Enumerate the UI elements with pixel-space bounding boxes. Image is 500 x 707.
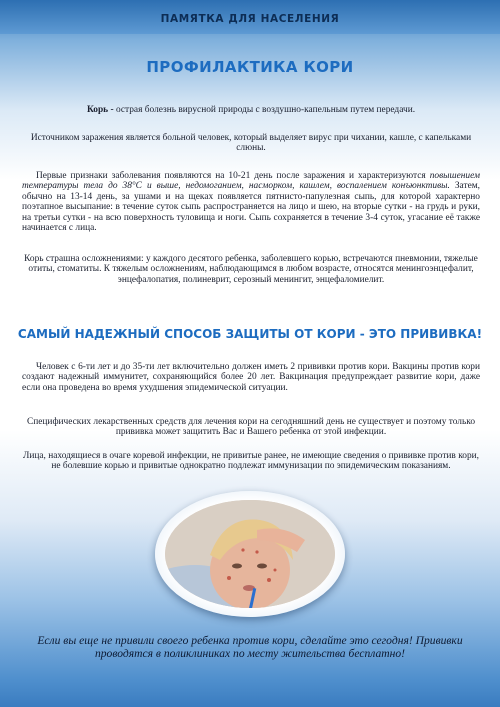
- symptoms-paragraph: [22, 171, 480, 233]
- definition-text: острая болезнь вирусной природы с воздушно-капельным путем передачи.: [113, 105, 416, 115]
- sick-child-photo: [165, 500, 335, 608]
- complications-paragraph: Корь страшна осложнениями: у каждого десятого ребенка, заболевшего корью, встречаются пневмонии, тяжелые отиты, стоматиты. К тяжелым осложнениям, наблюдающимся в любом возрасте, относятся менингоэнцефалит, энцефалопатия, полиневрит, серозный менингит, энцефаломиелит.: [24, 254, 478, 285]
- leaflet-title: ПРОФИЛАКТИКА КОРИ: [146, 58, 354, 76]
- symptoms-italic: повышением температуры тела до 38°С и выше, недомоганием, насморком, кашлем, воспалением конъюнктивы.: [22, 171, 480, 192]
- sick-child-illustration: [165, 500, 335, 608]
- sick-child-photo-frame: [155, 491, 345, 617]
- symptoms-text-end: Затем, обычно на 13-14 день, за ушами и на щеках появляется пятнисто-папулезная сыпь, для которой характерно поэтапное высыпание: в течение суток сыпь распространяется на лицо и шею, на вторые сутки - на грудь и руки, на третьи сутки - на всю поверхность туловища и ноги. Сыпь сохраняется в течение 3-4 суток, угасание её также начинается с лица.: [22, 181, 481, 234]
- definition-paragraph: [22, 105, 480, 115]
- definition-term: Корь -: [86, 105, 114, 115]
- leaflet-header: ПАМЯТКА ДЛЯ НАСЕЛЕНИЯ: [160, 13, 340, 25]
- treatment-paragraph: Специфических лекарственных средств для лечения кори на сегодняшний день не существует и поэтому только прививка может защитить Вас и Вашего ребенка от этой инфекции.: [26, 417, 476, 438]
- call-to-action: Если вы еще не привили своего ребенка против кори, сделайте это сегодня! Прививки проводятся в поликлиниках по месту жительства бесплатно!: [37, 634, 463, 660]
- symptoms-text-start: Первые признаки заболевания появляются на 10-21 день после заражения и характеризуются: [36, 171, 430, 181]
- immunization-paragraph: Лица, находящиеся в очаге коревой инфекции, не привитые ранее, не имеющие сведения о прививке против кори, не болевшие корью и привитые однократно подлежат иммунизации по эпидемическим показаниям.: [22, 451, 480, 472]
- vaccination-subtitle: САМЫЙ НАДЕЖНЫЙ СПОСОБ ЗАЩИТЫ ОТ КОРИ - ЭТО ПРИВИВКА!: [17, 327, 483, 341]
- vaccination-paragraph: Человек с 6-ти лет и до 35-ти лет включительно должен иметь 2 прививки против кори. Вакцины против кори создают надежный иммунитет, сохраняющийся более 20 лет. Вакцинация предупреждает развитие кори, даже если она проведена во время ухудшения эпидемической ситуации.: [22, 362, 480, 393]
- source-paragraph: Источником заражения является больной человек, который выделяет вирус при чихании, кашле, с капельками слюны.: [30, 133, 472, 154]
